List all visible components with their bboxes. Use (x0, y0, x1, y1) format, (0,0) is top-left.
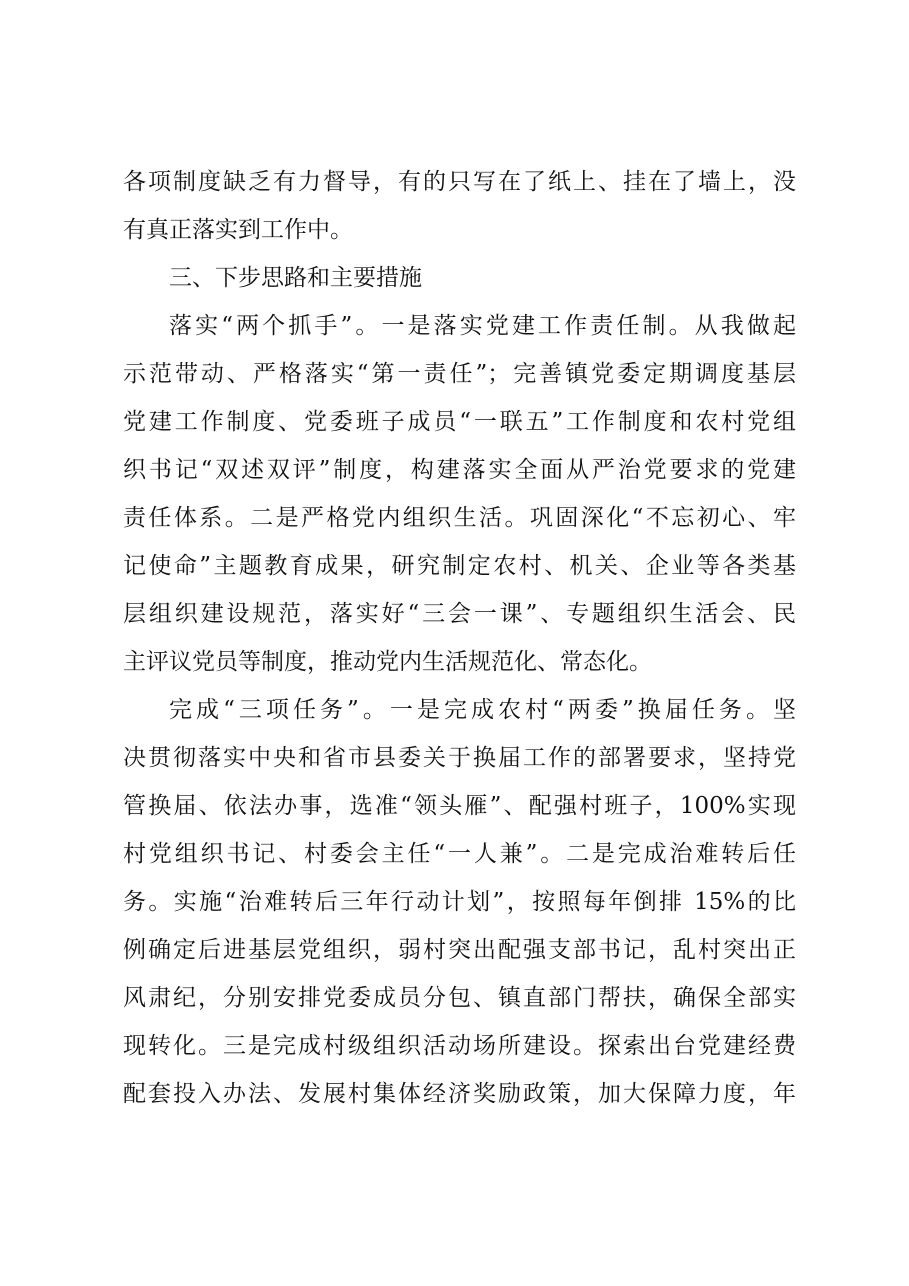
body-line: 村党组织书记、村委会主任“一人兼”。二是完成治难转后任 (123, 841, 796, 867)
body-line: 有真正落实到工作中。 (123, 217, 353, 243)
body-line: 配套投入办法、发展村集体经济奖励政策，加大保障力度，年 (123, 1081, 796, 1107)
body-line: 决贯彻落实中央和省市县委关于换届工作的部署要求，坚持党 (123, 745, 796, 771)
body-line: 记使命”主题教育成果，研究制定农村、机关、企业等各类基 (123, 553, 796, 579)
body-line: 现转化。三是完成村级组织活动场所建设。探索出台党建经费 (123, 1033, 796, 1059)
body-line: 风肃纪，分别安排党委成员分包、镇直部门帮扶，确保全部实 (123, 985, 796, 1011)
body-line: 责任体系。二是严格党内组织生活。巩固深化“不忘初心、牢 (123, 505, 796, 531)
document-body (123, 158, 796, 1118)
section-heading: 三、下步思路和主要措施 (169, 265, 422, 291)
body-line: 管换届、依法办事，选准“领头雁”、配强村班子，100%实现 (123, 793, 796, 819)
body-line: 务。实施“治难转后三年行动计划”，按照每年倒排 15%的比 (123, 889, 796, 915)
body-line: 落实“两个抓手”。一是落实党建工作责任制。从我做起 (169, 313, 796, 339)
body-line: 例确定后进基层党组织，弱村突出配强支部书记，乱村突出正 (123, 937, 796, 963)
body-line: 示范带动、严格落实“第一责任”；完善镇党委定期调度基层 (123, 361, 796, 387)
body-line: 织书记“双述双评”制度，构建落实全面从严治党要求的党建 (123, 457, 796, 483)
body-line: 各项制度缺乏有力督导，有的只写在了纸上、挂在了墙上，没 (123, 169, 796, 195)
body-line: 党建工作制度、党委班子成员“一联五”工作制度和农村党组 (123, 409, 796, 435)
body-line: 主评议党员等制度，推动党内生活规范化、常态化。 (123, 649, 652, 675)
body-line: 层组织建设规范，落实好“三会一课”、专题组织生活会、民 (123, 601, 796, 627)
body-line: 完成“三项任务”。一是完成农村“两委”换届任务。坚 (169, 697, 796, 723)
